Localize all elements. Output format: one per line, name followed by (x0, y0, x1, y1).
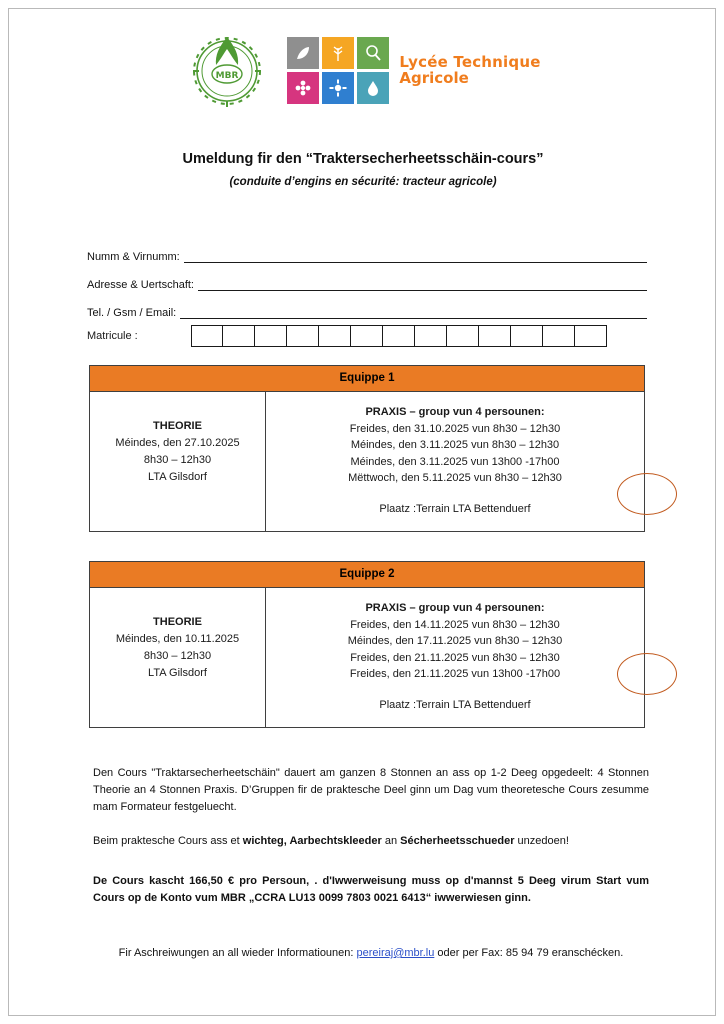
equipe-2-theorie-line-3: LTA Gilsdorf (148, 667, 207, 680)
matricule-box[interactable] (575, 325, 607, 347)
magnifier-plant-icon (357, 37, 389, 69)
equipe-2-praxis-line-2: Méindes, den 17.11.2025 vun 8h30 – 12h30 (347, 635, 563, 647)
equipe-1-theorie-title: THEORIE (153, 420, 202, 432)
lta-logo (287, 37, 540, 104)
page-title: Umeldung fir den “Traktersecherheetsschäin-cours” (182, 151, 544, 167)
note-2-pre: Beim praktesche Cours ass et (93, 835, 243, 847)
matricule-box[interactable] (287, 325, 319, 347)
note-paragraph-4 (93, 945, 649, 962)
lta-name (399, 54, 540, 87)
lta-icon-tiles (287, 37, 389, 104)
note-4-pre: Fir Aschreiwungen an all wieder Informatiounen: (118, 947, 357, 959)
leaf-icon (287, 37, 319, 69)
page-subtitle: (conduite d’engins en sécurité: tracteur agricole) (229, 176, 497, 188)
matricule-box[interactable] (511, 325, 543, 347)
label-adresse: Adresse & Uertschaft: (87, 279, 194, 291)
field-row-address (87, 263, 647, 291)
field-row-contact (87, 291, 647, 319)
equipe-2-theorie-title: THEORIE (153, 616, 202, 628)
equipe-2-praxis-line-1: Freides, den 14.11.2025 vun 8h30 – 12h30 (350, 618, 560, 631)
note-2-post: unzedoen! (514, 835, 569, 847)
equipe-2-theorie-line-2: 8h30 – 12h30 (143, 650, 212, 663)
handdrawn-ellipse-annotation-1 (617, 473, 677, 515)
document-header (9, 31, 716, 109)
equipe-1-praxis-cell (266, 392, 644, 531)
lta-name-line2: Agricole (399, 69, 469, 87)
equipe-2-praxis-line-4: Freides, den 21.11.2025 vun 13h00 -17h00 (349, 668, 561, 680)
equipe-1-theorie-line-3: LTA Gilsdorf (148, 471, 207, 484)
equipe-1-theorie-line-2: 8h30 – 12h30 (143, 454, 212, 467)
flower-icon (287, 72, 319, 104)
note-2-mid: an (381, 835, 401, 847)
equipe-1-body (90, 392, 644, 531)
matricule-box[interactable] (319, 325, 351, 347)
equipe-1-theorie-line-1: Méindes, den 27.10.2025 (115, 437, 240, 450)
matricule-box[interactable] (543, 325, 575, 347)
matricule-box[interactable] (383, 325, 415, 347)
equipe-2-table (89, 561, 645, 728)
equipe-2-theorie-cell (90, 588, 266, 727)
equipe-1-praxis-place: Plaatz :Terrain LTA Bettenduerf (379, 502, 531, 515)
gear-icon (322, 72, 354, 104)
label-tel-gsm-email: Tel. / Gsm / Email: (87, 307, 177, 319)
equipe-1-praxis-line-2: Méindes, den 3.11.2025 vun 8h30 – 12h30 (350, 439, 560, 451)
equipe-2-theorie-line-1: Méindes, den 10.11.2025 (115, 633, 240, 646)
matricule-box[interactable] (479, 325, 511, 347)
matricule-boxes (191, 325, 607, 347)
note-paragraph-1: Den Cours "Traktarsecherheetschäin" dauert am ganzen 8 Stonnen an ass op 1-2 Deeg opgedeelt: 4 Stonnen Theorie an 4 Stonnen Praxis. D’Gruppen fir de praktesche Deel ginn um Dag vum theoretesche Cours zesumme mam Formateur festgeluecht. (93, 767, 649, 814)
wheat-icon (322, 37, 354, 69)
equipe-2-body (90, 588, 644, 727)
mbr-logo (185, 31, 269, 109)
field-row-matricule (87, 321, 647, 351)
matricule-box[interactable] (191, 325, 223, 347)
input-adresse[interactable] (198, 277, 647, 291)
equipe-1-praxis-line-3: Méindes, den 3.11.2025 vun 13h00 -17h00 (350, 455, 560, 468)
equipe-2-praxis-line-3: Freides, den 21.11.2025 vun 8h30 – 12h30 (350, 651, 560, 664)
form-fields (87, 235, 647, 351)
note-2-bold-2: Sécherheetsschueder (400, 835, 515, 847)
equipe-1-theorie-cell (90, 392, 266, 531)
field-row-name (87, 235, 647, 263)
equipe-1-header: Equippe 1 (90, 366, 644, 392)
contact-email-link[interactable]: pereiraj@mbr.lu (356, 947, 435, 959)
label-numm: Numm & Virnumm: (87, 251, 180, 263)
lta-name-line1: Lycée Technique (399, 52, 541, 71)
equipe-1-praxis-line-4: Mëttwoch, den 5.11.2025 vun 8h30 – 12h30 (348, 472, 562, 484)
mbr-logo-text: MBR (216, 71, 239, 81)
water-drop-icon (357, 72, 389, 104)
equipe-1-table (89, 365, 645, 532)
handdrawn-ellipse-annotation-2 (617, 653, 677, 695)
equipe-1-praxis-title: PRAXIS – group vun 4 persounen: (365, 406, 545, 418)
matricule-box[interactable] (351, 325, 383, 347)
equipe-2-header: Equippe 2 (90, 562, 644, 588)
matricule-box[interactable] (255, 325, 287, 347)
input-numm[interactable] (184, 249, 647, 263)
note-paragraph-2 (93, 833, 649, 850)
note-4-post: eranschécken. (551, 947, 624, 959)
matricule-box[interactable] (447, 325, 479, 347)
label-matricule: Matricule : (87, 330, 138, 342)
equipe-2-praxis-cell (266, 588, 644, 727)
equipe-2-praxis-title: PRAXIS – group vun 4 persounen: (365, 602, 545, 614)
note-paragraph-3: De Cours kascht 166,50 € pro Persoun, . d'Iwwerweisung muss op d'mannst 5 Deeg virum Start vum Cours op de Konto vum MBR „CCRA LU13 0099 7803 0021 6413“ iwwerwiesen ginn. (93, 875, 649, 905)
input-tel-gsm-email[interactable] (180, 305, 647, 319)
matricule-box[interactable] (415, 325, 447, 347)
equipe-2-praxis-place: Plaatz :Terrain LTA Bettenduerf (379, 698, 531, 711)
document-page (8, 8, 716, 1016)
matricule-box[interactable] (223, 325, 255, 347)
equipe-1-praxis-line-1: Freides, den 31.10.2025 vun 8h30 – 12h30 (349, 422, 561, 435)
note-4-mid: oder per Fax: 85 94 79 (434, 947, 552, 959)
note-2-bold-1: wichteg, Aarbechtskleeder (242, 835, 382, 847)
